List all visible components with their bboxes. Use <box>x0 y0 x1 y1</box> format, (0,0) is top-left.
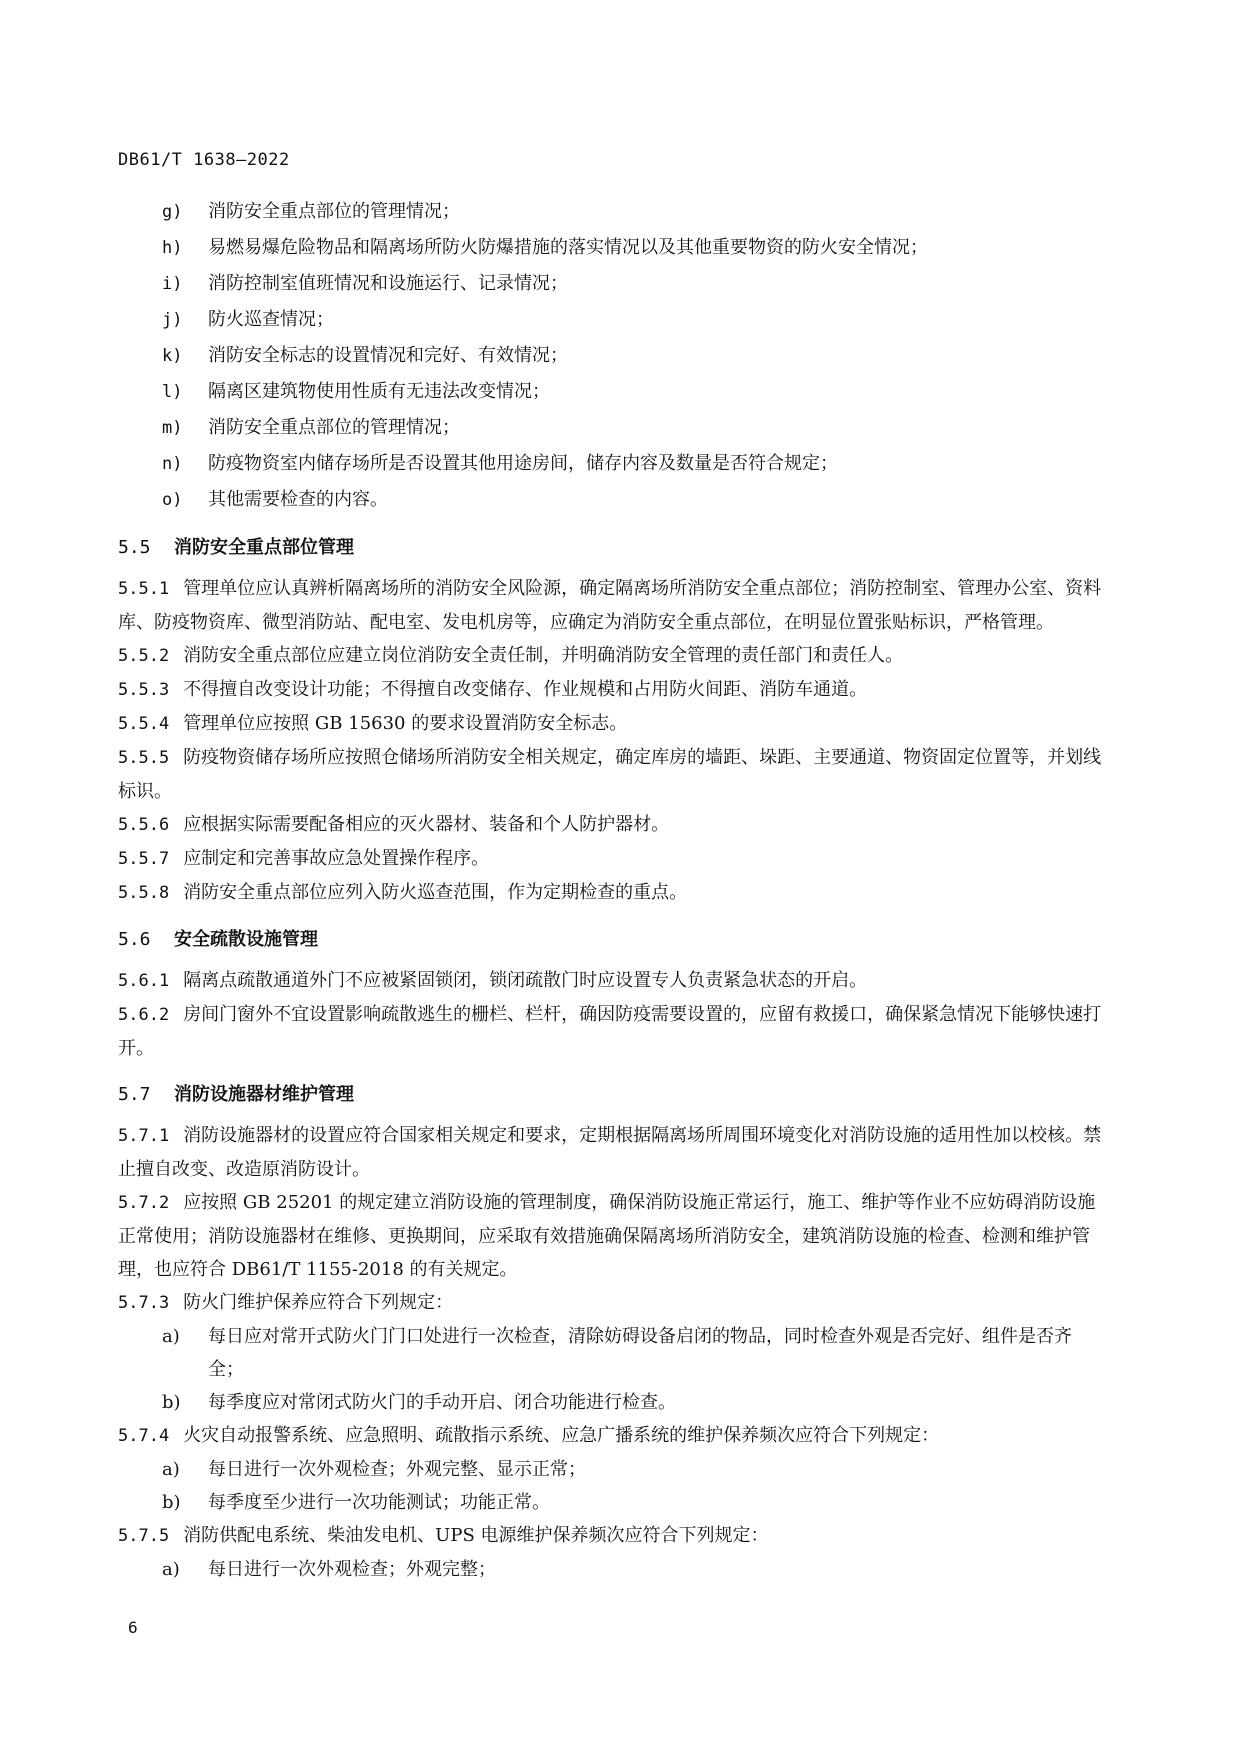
section-heading-5-5: 5.5 消防安全重点部位管理 <box>118 537 354 558</box>
clause-5-7-1: 5.7.1 消防设施器材的设置应符合国家相关规定和要求，定期根据隔离场所周围环境变化对消防设施的适用性加以校核。禁止擅自改变、改造原消防设计。 <box>118 1125 1102 1180</box>
list-item: o) 其他需要检查的内容。 <box>162 489 388 510</box>
list-item: a) 每日进行一次外观检查；外观完整、显示正常； <box>162 1459 586 1480</box>
clause-5-7-2: 5.7.2 应按照 GB 25201 的规定建立消防设施的管理制度，确保消防设施正常运行，施工、维护等作业不应妨碍消防设施正常使用；消防设施器材在维修、更换期间，应采取有效措施确保隔离场所消防安全，建筑消防设施的检查、检测和维护管理，也应符合 DB61/T 1155-2018 的有关规定。 <box>118 1192 1096 1280</box>
list-item: n) 防疫物资室内储存场所是否设置其他用途房间，储存内容及数量是否符合规定； <box>162 453 838 474</box>
clause-5-7-3: 5.7.3 防火门维护保养应符合下列规定： <box>118 1292 454 1313</box>
clause-5-5-1: 5.5.1 管理单位应认真辨析隔离场所的消防安全风险源，确定隔离场所消防安全重点部位；消防控制室、管理办公室、资料库、防疫物资库、微型消防站、配电室、发电机房等，应确定为消防安全重点部位，在明显位置张贴标识，严格管理。 <box>118 578 1102 633</box>
list-item: a) 每日应对常开式防火门门口处进行一次检查，清除妨碍设备启闭的物品，同时检查外观是否完好、组件是否齐全； <box>162 1326 1072 1380</box>
clause-5-7-4: 5.7.4 火灾自动报警系统、应急照明、疏散指示系统、应急广播系统的维护保养频次应符合下列规定： <box>118 1425 940 1446</box>
clause-5-5-5: 5.5.5 防疫物资储存场所应按照仓储场所消防安全相关规定，确定库房的墙距、垛距、主要通道、物资固定位置等，并划线标识。 <box>118 747 1102 802</box>
list-item: i) 消防控制室值班情况和设施运行、记录情况； <box>162 273 568 294</box>
page-number: 6 <box>128 1618 138 1637</box>
clause-5-7-5: 5.7.5 消防供配电系统、柴油发电机、UPS 电源维护保养频次应符合下列规定： <box>118 1525 769 1546</box>
clause-5-5-2: 5.5.2 消防安全重点部位应建立岗位消防安全责任制，并明确消防安全管理的责任部门和责任人。 <box>118 645 904 666</box>
clause-5-5-8: 5.5.8 消防安全重点部位应列入防火巡查范围，作为定期检查的重点。 <box>118 882 688 903</box>
list-item: g) 消防安全重点部位的管理情况； <box>162 201 460 222</box>
list-item: b) 每季度应对常闭式防火门的手动开启、闭合功能进行检查。 <box>162 1392 676 1413</box>
list-item: l) 隔离区建筑物使用性质有无违法改变情况； <box>162 381 550 402</box>
section-heading-5-7: 5.7 消防设施器材维护管理 <box>118 1084 354 1105</box>
clause-5-6-1: 5.6.1 隔离点疏散通道外门不应被紧固锁闭，锁闭疏散门时应设置专人负责紧急状态的开启。 <box>118 970 868 991</box>
clause-5-6-2: 5.6.2 房间门窗外不宜设置影响疏散逃生的栅栏、栏杆，确因防疫需要设置的，应留有救援口，确保紧急情况下能够快速打开。 <box>118 1004 1102 1059</box>
clause-5-5-4: 5.5.4 管理单位应按照 GB 15630 的要求设置消防安全标志。 <box>118 713 628 734</box>
list-item: k) 消防安全标志的设置情况和完好、有效情况； <box>162 345 568 366</box>
list-item: a) 每日进行一次外观检查；外观完整； <box>162 1559 496 1580</box>
list-item: j) 防火巡查情况； <box>162 309 334 330</box>
list-item: m) 消防安全重点部位的管理情况； <box>162 417 460 438</box>
section-heading-5-6: 5.6 安全疏散设施管理 <box>118 929 318 950</box>
clause-5-5-3: 5.5.3 不得擅自改变设计功能；不得擅自改变储存、作业规模和占用防火间距、消防车通道。 <box>118 679 868 700</box>
page-content <box>118 194 1103 1586</box>
list-item: b) 每季度至少进行一次功能测试；功能正常。 <box>162 1492 550 1513</box>
document-id: DB61/T 1638—2022 <box>118 150 290 170</box>
check-list <box>118 194 1103 518</box>
list-item: h) 易燃易爆危险物品和隔离场所防火防爆措施的落实情况以及其他重要物资的防火安全情况； <box>162 237 928 258</box>
clause-5-5-6: 5.5.6 应根据实际需要配备相应的灭火器材、装备和个人防护器材。 <box>118 814 670 835</box>
clause-5-5-7: 5.5.7 应制定和完善事故应急处置操作程序。 <box>118 848 490 869</box>
